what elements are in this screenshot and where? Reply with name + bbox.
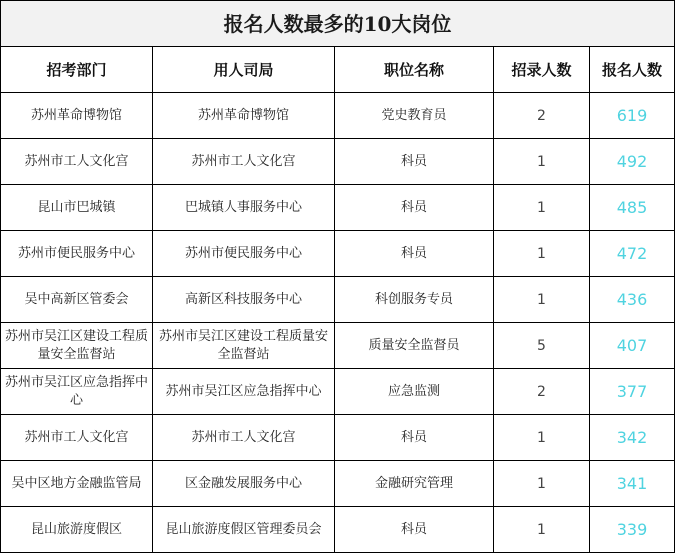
- header-row: [1, 47, 675, 93]
- table-row: [1, 323, 675, 369]
- cell-bureau: 苏州市工人文化宫: [153, 415, 335, 461]
- cell-position: 科员: [335, 139, 494, 185]
- cell-dept: 苏州市工人文化宫: [1, 415, 153, 461]
- cell-quota: 1: [494, 185, 590, 231]
- cell-dept: 苏州革命博物馆: [1, 93, 153, 139]
- cell-quota: 1: [494, 231, 590, 277]
- cell-bureau: 苏州革命博物馆: [153, 93, 335, 139]
- cell-position: 质量安全监督员: [335, 323, 494, 369]
- table-row: [1, 415, 675, 461]
- cell-quota: 1: [494, 461, 590, 507]
- cell-position: 科员: [335, 507, 494, 553]
- cell-bureau: 昆山旅游度假区管理委员会: [153, 507, 335, 553]
- cell-dept: 苏州市工人文化宫: [1, 139, 153, 185]
- table-body: [1, 93, 675, 553]
- cell-position: 金融研究管理: [335, 461, 494, 507]
- cell-applicants: 339: [590, 507, 675, 553]
- header-bureau: 用人司局: [153, 47, 335, 93]
- cell-bureau: 苏州市工人文化宫: [153, 139, 335, 185]
- cell-bureau: 区金融发展服务中心: [153, 461, 335, 507]
- header-dept: 招考部门: [1, 47, 153, 93]
- header-quota: 招录人数: [494, 47, 590, 93]
- cell-bureau: 高新区科技服务中心: [153, 277, 335, 323]
- cell-applicants: 436: [590, 277, 675, 323]
- table-row: [1, 277, 675, 323]
- cell-position: 科员: [335, 231, 494, 277]
- cell-quota: 1: [494, 139, 590, 185]
- table-row: [1, 507, 675, 553]
- cell-bureau: 苏州市吴江区应急指挥中心: [153, 369, 335, 415]
- cell-bureau: 巴城镇人事服务中心: [153, 185, 335, 231]
- cell-bureau: 苏州市便民服务中心: [153, 231, 335, 277]
- cell-position: 科员: [335, 185, 494, 231]
- cell-dept: 苏州市便民服务中心: [1, 231, 153, 277]
- header-applicants: 报名人数: [590, 47, 675, 93]
- cell-quota: 1: [494, 277, 590, 323]
- cell-quota: 2: [494, 369, 590, 415]
- table-row: [1, 93, 675, 139]
- cell-dept: 昆山旅游度假区: [1, 507, 153, 553]
- cell-dept: 昆山市巴城镇: [1, 185, 153, 231]
- cell-applicants: 342: [590, 415, 675, 461]
- cell-applicants: 377: [590, 369, 675, 415]
- cell-quota: 2: [494, 93, 590, 139]
- table-row: [1, 231, 675, 277]
- header-position: 职位名称: [335, 47, 494, 93]
- cell-bureau: 苏州市吴江区建设工程质量安全监督站: [153, 323, 335, 369]
- cell-position: 科创服务专员: [335, 277, 494, 323]
- table-row: [1, 139, 675, 185]
- table-row: [1, 185, 675, 231]
- cell-quota: 5: [494, 323, 590, 369]
- cell-applicants: 341: [590, 461, 675, 507]
- title-row: [1, 1, 675, 47]
- cell-applicants: 492: [590, 139, 675, 185]
- cell-quota: 1: [494, 507, 590, 553]
- cell-applicants: 485: [590, 185, 675, 231]
- cell-applicants: 407: [590, 323, 675, 369]
- cell-position: 应急监测: [335, 369, 494, 415]
- cell-applicants: 619: [590, 93, 675, 139]
- cell-quota: 1: [494, 415, 590, 461]
- cell-position: 科员: [335, 415, 494, 461]
- cell-position: 党史教育员: [335, 93, 494, 139]
- table-row: [1, 461, 675, 507]
- table-row: [1, 369, 675, 415]
- cell-dept: 苏州市吴江区应急指挥中心: [1, 369, 153, 415]
- cell-dept: 吴中高新区管委会: [1, 277, 153, 323]
- cell-applicants: 472: [590, 231, 675, 277]
- cell-dept: 苏州市吴江区建设工程质量安全监督站: [1, 323, 153, 369]
- table-title: 报名人数最多的10大岗位: [1, 1, 675, 47]
- cell-dept: 吴中区地方金融监管局: [1, 461, 153, 507]
